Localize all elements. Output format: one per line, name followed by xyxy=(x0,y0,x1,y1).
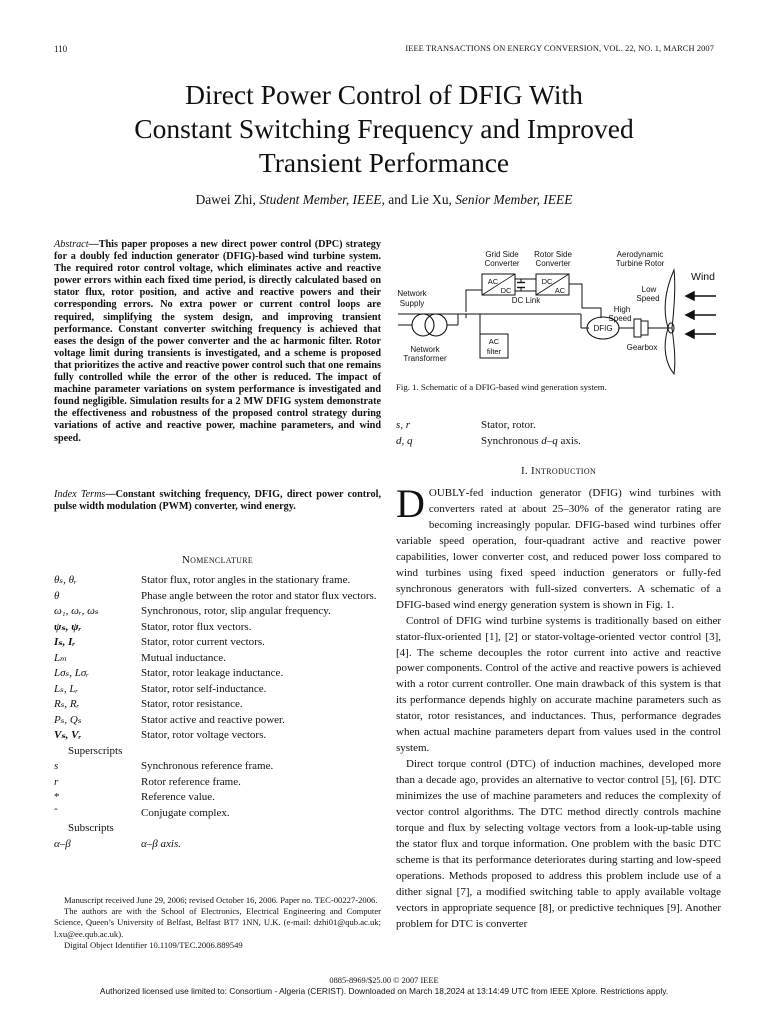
nom-row xyxy=(54,620,381,636)
intro-lead: OUBLY xyxy=(428,487,466,499)
nom-row xyxy=(54,635,381,651)
fig-label: Network xyxy=(410,345,440,354)
nom-symbol: Vₛ, Vᵣ xyxy=(54,729,81,741)
fig-label: Grid Side xyxy=(485,250,519,259)
paper-title xyxy=(40,78,728,180)
footnote-received: Manuscript received June 29, 2006; revised October 16, 2006. Paper no. TEC-00227-2006. xyxy=(64,895,378,905)
nom-symbol: d, q xyxy=(396,434,413,447)
nom-symbol: Iₛ, Iᵣ xyxy=(54,636,75,648)
license-notice: Authorized licensed use limited to: Consortium - Algeria (CERIST). Downloaded on March 18,2024 at 13:14:49 UTC from IEEE Xplore. Restrictions apply. xyxy=(99,986,669,996)
figure-caption: Fig. 1. Schematic of a DFIG-based wind generation system. xyxy=(396,382,607,392)
fig-label: AC xyxy=(554,286,566,295)
abstract xyxy=(54,239,381,445)
dfig-schematic xyxy=(396,248,721,376)
turbine-blade xyxy=(665,270,675,328)
nom-row xyxy=(54,573,381,589)
nom-definition: Rotor reference frame. xyxy=(141,775,241,788)
nom-def-italic: d–q xyxy=(541,434,558,447)
fig-label: Converter xyxy=(484,259,520,268)
nom-definition: Synchronous, rotor, slip angular frequency. xyxy=(141,605,331,617)
title-line-1: Direct Power Control of DFIG With xyxy=(185,79,583,110)
nom-symbol: θ xyxy=(54,589,60,602)
nom-symbol: s xyxy=(54,760,59,772)
nom-symbol: α–β xyxy=(54,837,71,850)
nom-symbol: r xyxy=(54,775,59,788)
nom-symbol: * xyxy=(54,791,60,803)
section-heading-introduction: I. Introduction xyxy=(520,465,597,477)
index-terms-text: —Constant switching frequency, DFIG, direct power control, pulse width modulation (PWM) converter, wind energy. xyxy=(54,489,381,513)
nom-definition xyxy=(481,434,581,450)
nom-row xyxy=(54,806,381,822)
nom-symbol: ˆ xyxy=(54,806,58,819)
author-2-role: Senior Member, IEEE xyxy=(455,192,573,207)
nom-row xyxy=(54,682,381,698)
page-number: 110 xyxy=(54,44,68,54)
subscripts-label: Subscripts xyxy=(68,822,114,834)
nom-symbol: ω₁, ωᵣ, ωₛ xyxy=(54,605,99,617)
nom-row xyxy=(54,604,381,620)
nom-definition: Stator, rotor leakage inductance. xyxy=(141,667,284,679)
fig-label: Speed xyxy=(608,314,632,323)
nom-symbol: ψₛ, ψᵣ xyxy=(54,620,81,633)
nomenclature-continued xyxy=(396,418,721,449)
wind-arrows xyxy=(686,292,716,338)
fig-label: Aerodynamic xyxy=(616,250,664,259)
figure-1 xyxy=(396,248,721,381)
author-line xyxy=(40,192,728,208)
fig-label: DC xyxy=(500,286,512,295)
nom-symbol: Rₛ, Rᵣ xyxy=(54,698,80,710)
fig-label: DC xyxy=(541,277,553,286)
issn-line: 0885-8969/$25.00 © 2007 IEEE xyxy=(329,976,439,985)
index-terms xyxy=(54,489,381,513)
index-terms-label: Index Terms xyxy=(54,489,106,500)
nom-definition: Stator, rotor. xyxy=(481,419,536,431)
nomenclature-heading: Nomenclature xyxy=(181,554,254,566)
author-2: Lie Xu, xyxy=(410,192,452,207)
nom-definition: Stator active and reactive power. xyxy=(141,713,285,726)
fig-label: Low xyxy=(641,285,657,294)
nom-row xyxy=(396,418,721,434)
nom-definition: Mutual inductance. xyxy=(141,651,226,664)
fig-label: High xyxy=(613,305,631,314)
footnote xyxy=(54,895,381,951)
author-1: Dawei Zhi, xyxy=(195,192,256,207)
nom-symbol: θₛ, θᵣ xyxy=(54,574,77,586)
nom-symbol: Lσₛ, Lσᵣ xyxy=(54,667,89,679)
nomenclature-list xyxy=(54,573,381,852)
nom-definition: Stator, rotor self-inductance. xyxy=(141,682,267,695)
nom-symbol: Lₛ, Lᵣ xyxy=(54,682,79,695)
abstract-label: Abstract xyxy=(54,239,89,250)
introduction-body xyxy=(396,481,721,933)
nom-row xyxy=(54,589,381,605)
fig-label: DC Link xyxy=(511,296,541,305)
footnote-affiliation: The authors are with the School of Electronics, Electrical Engineering and Computer Science, Queen’s University of Belfast, Belfast BT7 1NN, U.K. (e-mail: dzhi01@qub.ac.uk; l.xu@ee.qub.ac.uk). xyxy=(54,906,381,939)
nom-row xyxy=(54,651,381,667)
superscripts-label: Superscripts xyxy=(68,744,123,757)
journal-header: IEEE TRANSACTIONS ON ENERGY CONVERSION, VOL. 22, NO. 1, MARCH 2007 xyxy=(405,44,714,53)
nom-row xyxy=(54,837,381,853)
nom-row xyxy=(54,666,381,682)
nom-row xyxy=(54,713,381,729)
drop-cap: D xyxy=(396,481,425,526)
nom-row xyxy=(54,728,381,744)
fig-label: Rotor Side xyxy=(534,250,572,259)
nom-definition: Synchronous reference frame. xyxy=(141,760,274,772)
fig-label: Supply xyxy=(399,299,425,308)
nom-def-pre: Synchronous xyxy=(481,434,542,447)
author-1-role: Student Member, IEEE, xyxy=(259,192,385,207)
fig-label: DFIG xyxy=(593,324,613,333)
nom-row xyxy=(54,790,381,806)
fig-label: Transformer xyxy=(403,354,447,363)
intro-p1-text: -fed induction generator (DFIG) wind turbines with converters rated at about 25–30% of the generator rating are becoming increasingly popular. DFIG-based wind turbines offer variable speed operation, four-quadrant active and reactive power capabilities, lower converter cost, and reduced power loss compared to wind turbines using fixed speed induction generators or fully-fed synchronous generators with full-sized converters. A schematic of a DFIG-based wind energy generation system is shown in Fig. 1. xyxy=(396,487,721,611)
fig-label: Network xyxy=(397,289,427,298)
fig-label: Speed xyxy=(636,294,660,303)
nom-definition: Phase angle between the rotor and stator flux vectors. xyxy=(141,589,377,602)
fig-label: AC xyxy=(488,337,500,346)
nom-definition: Stator, rotor resistance. xyxy=(141,698,243,710)
fig-label: Gearbox xyxy=(626,343,658,352)
nom-row xyxy=(54,775,381,791)
nom-row xyxy=(54,759,381,775)
nom-definition: Conjugate complex. xyxy=(141,806,230,819)
nom-row xyxy=(54,697,381,713)
title-line-2: Constant Switching Frequency and Improved xyxy=(134,113,634,144)
fig-label: AC xyxy=(487,277,499,286)
gearbox xyxy=(634,319,641,337)
fig-label: filter xyxy=(486,347,502,356)
network-transformer xyxy=(412,314,434,336)
nom-definition: Reference value. xyxy=(141,791,215,803)
nom-row xyxy=(396,434,721,450)
title-line-3: Transient Performance xyxy=(258,147,510,178)
intro-paragraph-2: Control of DFIG wind turbine systems is traditionally based on either stator-flux-oriented [1], [2] or stator-voltage-oriented vector control [3], [4]. The scheme decouples the rotor current into active and reactive power components. Control of the active and reactive powers is achieved with a rotor current controller. One main drawback of this system is that its performance depends highly on accurate machine parameters such as stator, rotor resistances, and inductances. Thus, performance degrades when actual machine parameters depart from values used in the control system. xyxy=(396,614,721,755)
footnote-doi: Digital Object Identifier 10.1109/TEC.2006.889549 xyxy=(64,939,243,950)
fig-label: Converter xyxy=(535,259,571,268)
nom-definition: Stator flux, rotor angles in the stationary frame. xyxy=(141,574,351,586)
fig-label: Wind xyxy=(691,271,715,283)
nom-symbol: Pₛ, Qₛ xyxy=(54,713,82,726)
author-conj: and xyxy=(388,192,408,207)
nom-definition: Stator, rotor voltage vectors. xyxy=(141,729,267,741)
nom-definition: Stator, rotor current vectors. xyxy=(141,636,265,648)
abstract-text: —This paper proposes a new direct power control (DPC) strategy for a doubly fed induction generator (DFIG)-based wind turbine system. The required rotor control voltage, which eliminates active and reactive power errors within each fixed time period, is directly calculated based on stator flux, rotor position, and active and reactive powers and their corresponding errors. No extra power or current control loops are required, simplifying the system design, and improving transient performance. Constant converter switching frequency is achieved that eases the design of the power converter and the ac harmonic filter. Rotor voltage limit during transients is investigated, and a scheme is proposed that prioritizes the active and reactive power control such that one remains fully controlled while the error of the other is reduced. The impact of machine parameter variations on system performance is investigated and found negligible. Simulation results for a 2 MW DFIG system demonstrate the effectiveness and robustness of the proposed control strategy during variations of active and reactive power, machine parameters, and wind speed. xyxy=(54,239,381,444)
nom-definition: α–β axis. xyxy=(141,837,181,850)
intro-paragraph-1 xyxy=(396,481,721,614)
fig-label: Turbine Rotor xyxy=(615,259,665,268)
nom-symbol: s, r xyxy=(396,419,411,431)
nom-symbol: Lₘ xyxy=(54,651,67,664)
nom-def-post: axis. xyxy=(557,434,581,447)
nom-definition: Stator, rotor flux vectors. xyxy=(141,620,252,633)
intro-paragraph-3: Direct torque control (DTC) of induction machines, developed more than a decade ago, provides an alternative to vector control [5], [6]. DTC minimizes the use of machine parameters and reduces the complexity of vector control algorithms. The DTC method directly controls machine torque and flux by selecting voltage vectors from a look-up-table using the stator flux and torque information. One problem with the basic DTC scheme is that its performance deteriorates during starting and low-speed operations. Methods proposed to address this problem include use of a dither signal [7], a modified switching table to apply available voltage vectors in appropriate sequence [8], or predictive techniques [9]. Another problem for DTC is converter xyxy=(396,758,721,930)
